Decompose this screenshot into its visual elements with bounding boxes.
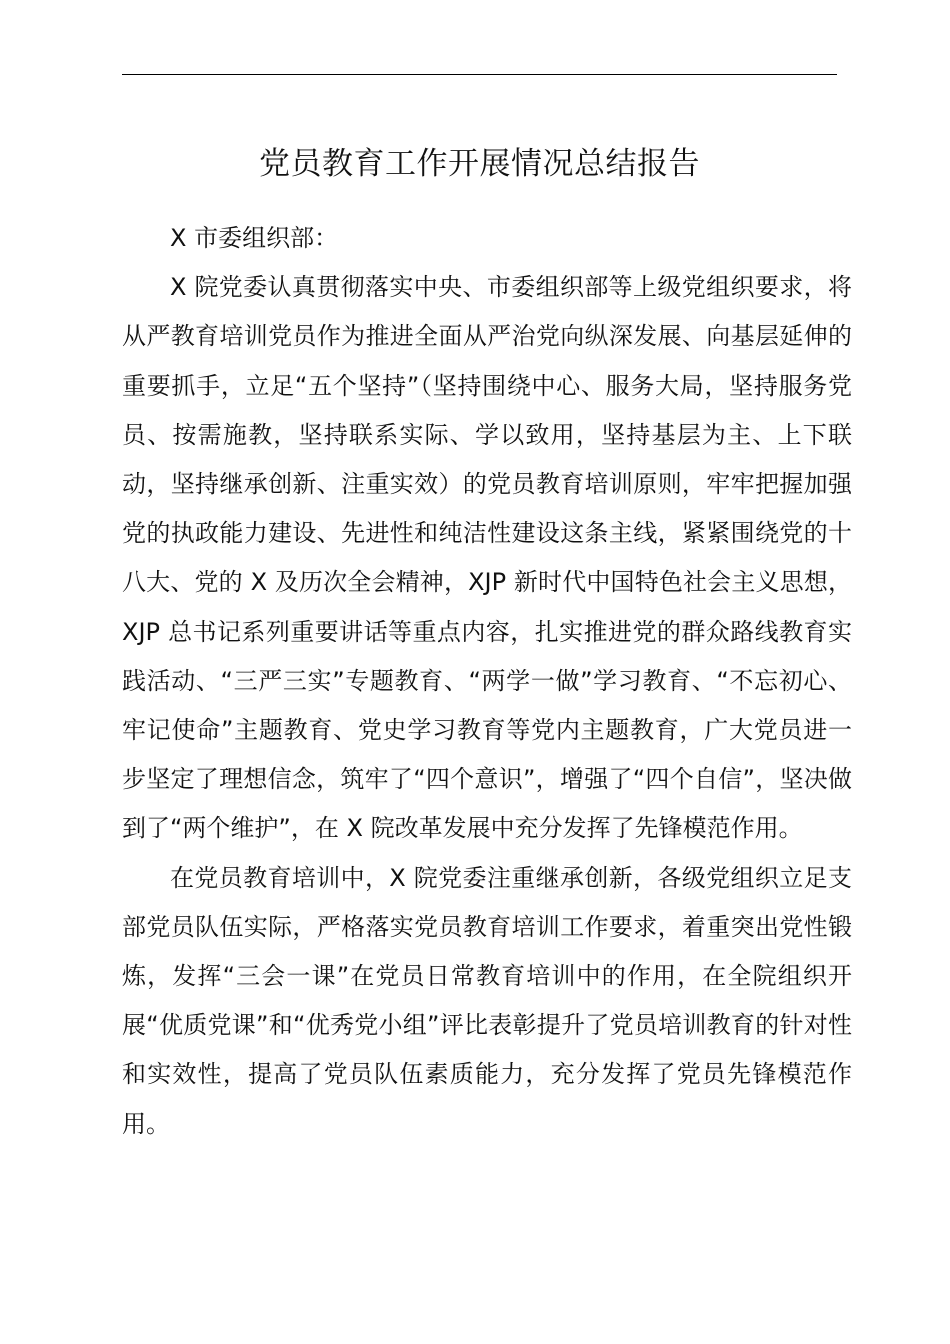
document-title: 党员教育工作开展情况总结报告 (259, 146, 700, 182)
salutation: X 市委组织部： (170, 224, 339, 252)
paragraph-2: 在党员教育培训中，X 院党委注重继承创新，各级党组织立足支部党员队伍实际，严格落实党员教育培训工作要求，着重突出党性锻炼，发挥“三会一课”在党员日常教育培训中的作用，在全院组织开展“优质党课”和“优秀党小组”评比表彰提升了党员培训教育的针对性和实效性，提高了党员队伍素质能力，充分发挥了党员先锋模范作用。 (122, 863, 852, 1138)
document-body (122, 214, 852, 1149)
paragraph-1: X 院党委认真贯彻落实中央、市委组织部等上级党组织要求，将从严教育培训党员作为推进全面从严治党向纵深发展、向基层延伸的重要抓手，立足“五个坚持”（坚持围绕中心、服务大局，坚持服务党员、按需施教，坚持联系实际、学以致用，坚持基层为主、上下联动，坚持继承创新、注重实效）的党员教育培训原则，牢牢把握加强党的执政能力建设、先进性和纯洁性建设这条主线，紧紧围绕党的十八大、党的 X 及历次全会精神，XJP 新时代中国特色社会主义思想，XJP 总书记系列重要讲话等重点内容，扎实推进党的群众路线教育实践活动、“三严三实”专题教育、“两学一做”学习教育、“不忘初心、牢记使命”主题教育、党史学习教育等党内主题教育，广大党员进一步坚定了理想信念，筑牢了“四个意识”，增强了“四个自信”，坚决做到了“两个维护”，在 X 院改革发展中充分发挥了先锋模范作用。 (122, 273, 852, 843)
header-rule (122, 74, 837, 75)
